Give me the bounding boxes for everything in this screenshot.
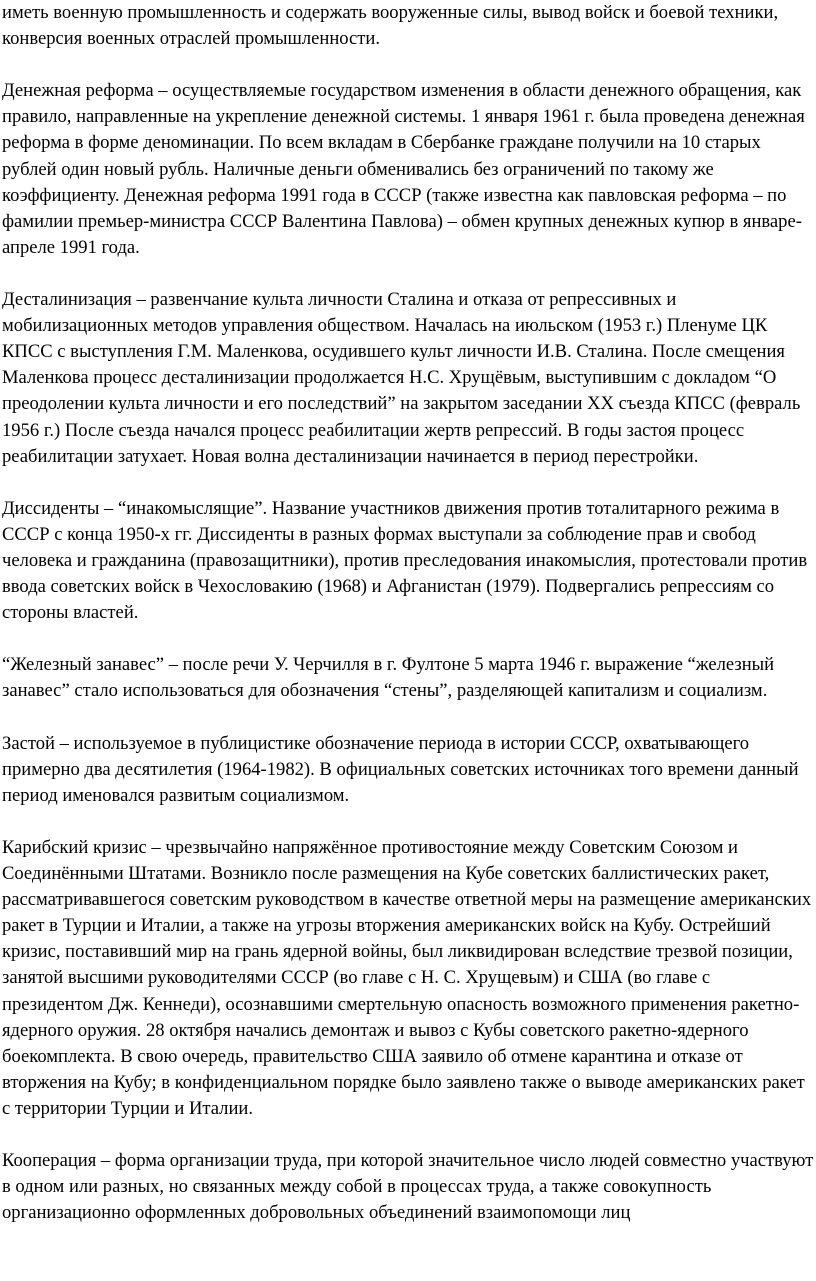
paragraph-dissidents: Диссиденты – “инакомыслящие”. Название участников движения против тоталитарного режима в СССР с конца 1950-х гг. Диссиденты в разных формах выступали за соблюдение прав и свобод человека и гражданина (правозащитники), против преследования инакомыслия, протестовали против ввода советских войск в Чехословакию (1968) и Афганистан (1979). Подвергались репрессиям со стороны властей. xyxy=(2,497,808,624)
paragraph-stagnation: Застой – используемое в публицистике обозначение периода в истории СССР, охватывающего примерно два десятилетия (1964-1982). В официальных советских источниках того времени данный период именовался развитым социализмом. xyxy=(2,732,799,806)
paragraph-conversion-continuation: иметь военную промышленность и содержать вооруженные силы, вывод войск и боевой техники, конверсия военных отраслей промышленности. xyxy=(2,2,779,50)
paragraph-caribbean-crisis: Карибский кризис – чрезвычайно напряжённое противостояние между Советским Союзом и Соединёнными Штатами. Возникло после размещения на Кубе советских баллистических ракет, рассматривавшегося советским руководством в качестве ответной меры на размещение американских ракет в Турции и Италии, а также на угрозы вторжения американских войск на Кубу. Острейший кризис, поставивший мир на грань ядерной войны, был ликвидирован вследствие трезвой позиции, занятой высшими руководителями СССР (во главе с Н. С. Хрущевым) и США (во главе с президентом Дж. Кеннеди), осознавшими смертельную опасность возможного применения ракетно-ядерного оружия. 28 октября начались демонтаж и вывоз с Кубы советского ракетно-ядерного боекомплекта. В свою очередь, правительство США заявило об отмене карантина и отказе от вторжения на Кубу; в конфиденциальном порядке было заявлено также о выводе американских ракет с территории Турции и Италии. xyxy=(2,837,812,1119)
paragraph-iron-curtain: “Железный занавес” – после речи У. Черчилля в г. Фултоне 5 марта 1946 г. выражение “железный занавес” стало использоваться для обозначения “стены”, разделяющей капитализм и социализм. xyxy=(2,654,775,702)
paragraph-destalinization: Десталинизация – развенчание культа личности Сталина и отказа от репрессивных и мобилизационных методов управления обществом. Началась на июльском (1953 г.) Пленуме ЦК КПСС с выступления Г.М. Маленкова, осудившего культ личности И.В. Сталина. После смещения Маленкова процесс десталинизации продолжается Н.С. Хрущёвым, выступившим с докладом “О преодолении культа личности и его последствий” на закрытом заседании XX съезда КПСС (февраль 1956 г.) После съезда начался процесс реабилитации жертв репрессий. В годы застоя процесс реабилитации затухает. Новая волна десталинизации начинается в период перестройки. xyxy=(2,289,801,467)
paragraph-monetary-reform: Денежная реформа – осуществляемые государством изменения в области денежного обращения, как правило, направленные на укрепление денежной системы. 1 января 1961 г. была проведена денежная реформа в форме деноминации. По всем вкладам в Сбербанке граждане получили на 10 старых рублей один новый рубль. Наличные деньги обменивались без ограничений по такому же коэффициенту. Денежная реформа 1991 года в СССР (также известна как павловская реформа – по фамилии премьер-министра СССР Валентина Павлова) – обмен крупных денежных купюр в январе-апреле 1991 года. xyxy=(2,80,805,258)
paragraph-cooperation: Кооперация – форма организации труда, при которой значительное число людей совместно участвуют в одном или разных, но связанных между собой в процессах труда, а также совокупность организационно оформленных добровольных объединений взаимопомощи лиц xyxy=(2,1150,814,1224)
